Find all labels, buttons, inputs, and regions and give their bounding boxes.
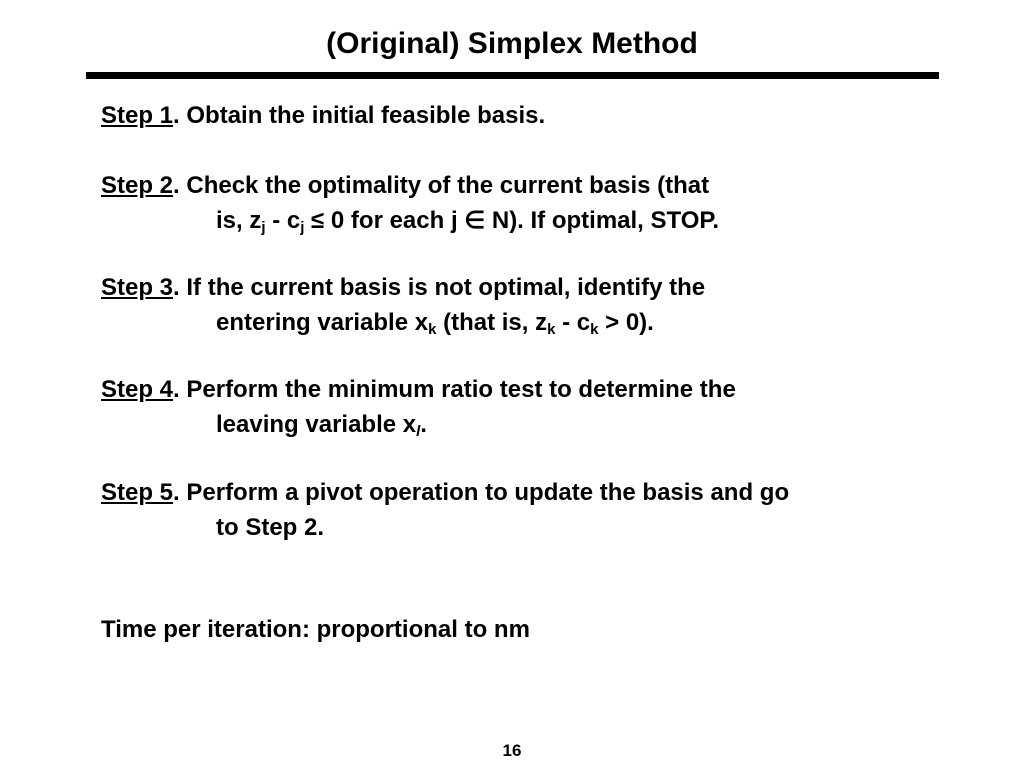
step-2-line xyxy=(101,168,719,203)
subscript: j xyxy=(300,219,305,236)
step-1-label: Step 1 xyxy=(101,102,174,129)
page-number: 16 xyxy=(502,741,522,760)
subscript: k xyxy=(547,321,556,338)
step-5-text: . Perform a pivot operation to update the basis and go xyxy=(173,479,790,506)
step-2 xyxy=(101,168,719,238)
step-3-label: Step 3 xyxy=(101,274,174,301)
step-4-label: Step 4 xyxy=(101,376,174,403)
step-2-cont-text: - c xyxy=(265,207,301,234)
step-2-cont-text: is, z xyxy=(216,207,262,234)
step-4-continuation xyxy=(101,407,736,442)
step-3-continuation xyxy=(101,305,705,340)
step-3-cont-text: entering variable x xyxy=(216,309,429,336)
subscript: k xyxy=(428,321,437,338)
slide-title: (Original) Simplex Method xyxy=(326,27,698,60)
step-2-label: Step 2 xyxy=(101,172,174,199)
step-1 xyxy=(101,98,545,133)
step-5-line xyxy=(101,475,789,510)
step-5-cont-text: to Step 2. xyxy=(216,514,325,541)
step-5 xyxy=(101,475,789,545)
subscript: k xyxy=(590,321,599,338)
step-5-label: Step 5 xyxy=(101,479,174,506)
subscript: j xyxy=(261,219,266,236)
iteration-time-note: Time per iteration: proportional to nm xyxy=(101,616,530,643)
step-2-text: . Check the optimality of the current basis (that xyxy=(173,172,710,199)
step-4 xyxy=(101,372,736,442)
step-1-text: . Obtain the initial feasible basis. xyxy=(173,102,546,129)
step-4-cont-text: leaving variable x xyxy=(216,411,417,438)
step-4-line xyxy=(101,372,736,407)
step-3 xyxy=(101,270,705,340)
step-4-cont-text: . xyxy=(420,411,427,438)
step-2-continuation xyxy=(101,203,719,238)
step-1-line xyxy=(101,98,545,133)
step-3-line xyxy=(101,270,705,305)
title-divider xyxy=(86,72,939,79)
step-3-cont-text: - c xyxy=(555,309,591,336)
step-4-text: . Perform the minimum ratio test to determine the xyxy=(173,376,736,403)
step-3-cont-text: (that is, z xyxy=(436,309,548,336)
step-3-cont-text: > 0). xyxy=(598,309,654,336)
subscript: l xyxy=(416,423,421,440)
step-2-cont-text: ≤ 0 for each j ∈ N). If optimal, STOP. xyxy=(304,207,719,234)
step-5-continuation xyxy=(101,510,789,545)
step-3-text: . If the current basis is not optimal, identify the xyxy=(173,274,706,301)
